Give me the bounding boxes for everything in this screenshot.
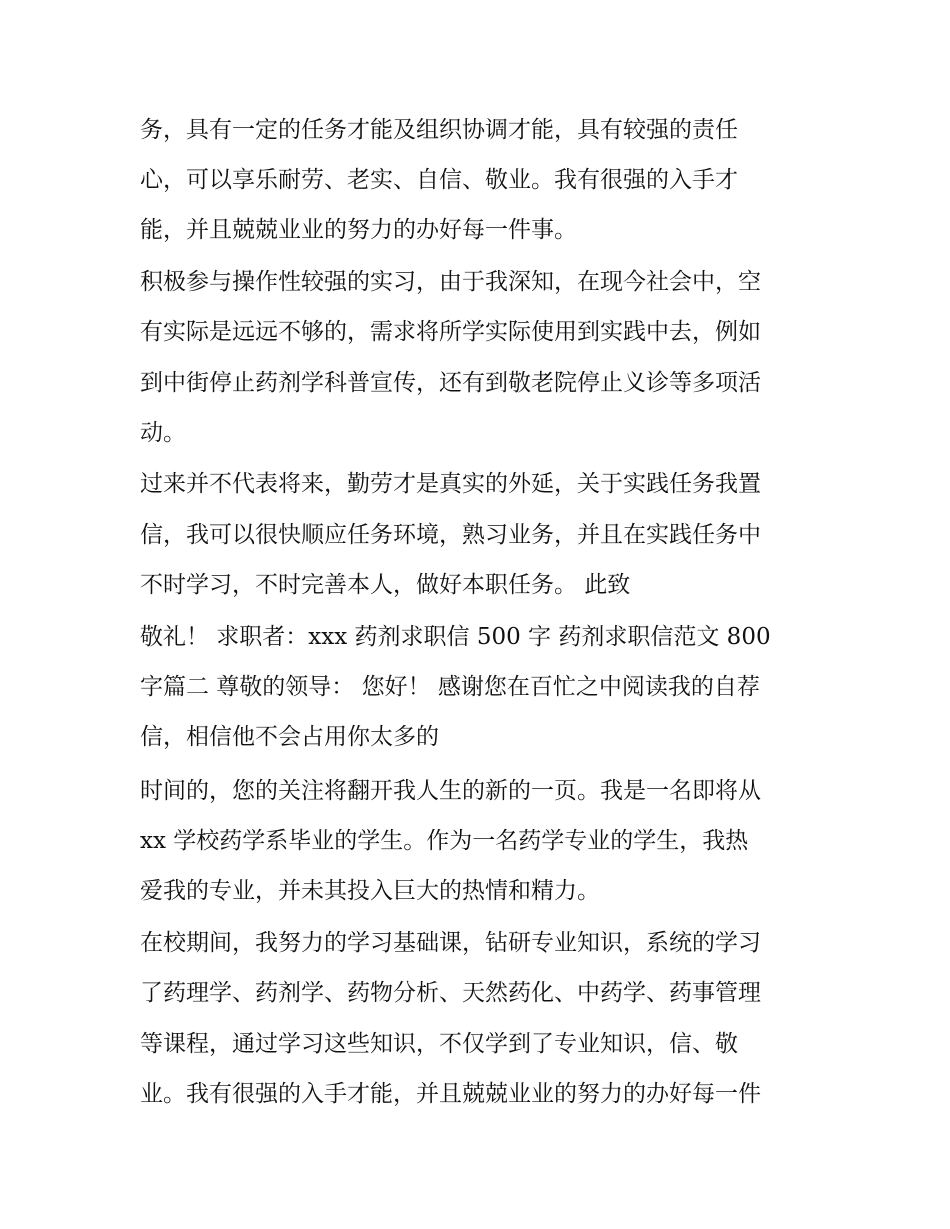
text-line: 时间的，您的关注将翻开我人生的新的一页。我是一名即将从 [140, 778, 761, 804]
text-line: 过来并不代表将来，勤劳才是真实的外延，关于实践任务我置 [140, 471, 761, 497]
text-line: 信，相信他不会占用你太多的 [140, 724, 439, 750]
text-line: 务，具有一定的任务才能及组织协调才能，具有较强的责任 [140, 117, 738, 143]
text-line: 心，可以享乐耐劳、老实、自信、敬业。我有很强的入手才 [140, 167, 738, 193]
text-line: 业。我有很强的入手才能，并且兢兢业业的努力的办好每一件 [140, 1081, 761, 1107]
text-line: 有实际是远远不够的，需求将所学实际使用到实践中去，例如 [140, 319, 761, 345]
text-line: 爱我的专业，并未其投入巨大的热情和精力。 [140, 878, 600, 904]
text-line: 不时学习，不时完善本人，做好本职任务。 此致 [140, 572, 631, 598]
text-line: 积极参与操作性较强的实习，由于我深知，在现今社会中，空 [140, 269, 761, 295]
text-line: 动。 [140, 420, 186, 446]
text-line: 敬礼！ 求职者：xxx 药剂求职信 500 字 药剂求职信范文 800 [140, 624, 771, 650]
text-line: 到中街停止药剂学科普宣传，还有到敬老院停止义诊等多项活 [140, 370, 761, 396]
text-line: 能，并且兢兢业业的努力的办好每一件事。 [140, 217, 577, 243]
text-line: xx 学校药学系毕业的学生。作为一名药学专业的学生，我热 [140, 828, 749, 854]
text-line: 信，我可以很快顺应任务环境，熟习业务，并且在实践任务中 [140, 522, 761, 548]
text-line: 在校期间，我努力的学习基础课，钻研专业知识，系统的学习 [140, 930, 761, 956]
text-line: 了药理学、药剂学、药物分析、天然药化、中药学、药事管理 [140, 980, 761, 1006]
text-line: 字篇二 尊敬的领导： 您好！ 感谢您在百忙之中阅读我的自荐 [140, 674, 760, 700]
text-line: 等课程，通过学习这些知识，不仅学到了专业知识，信、敬 [140, 1031, 738, 1057]
